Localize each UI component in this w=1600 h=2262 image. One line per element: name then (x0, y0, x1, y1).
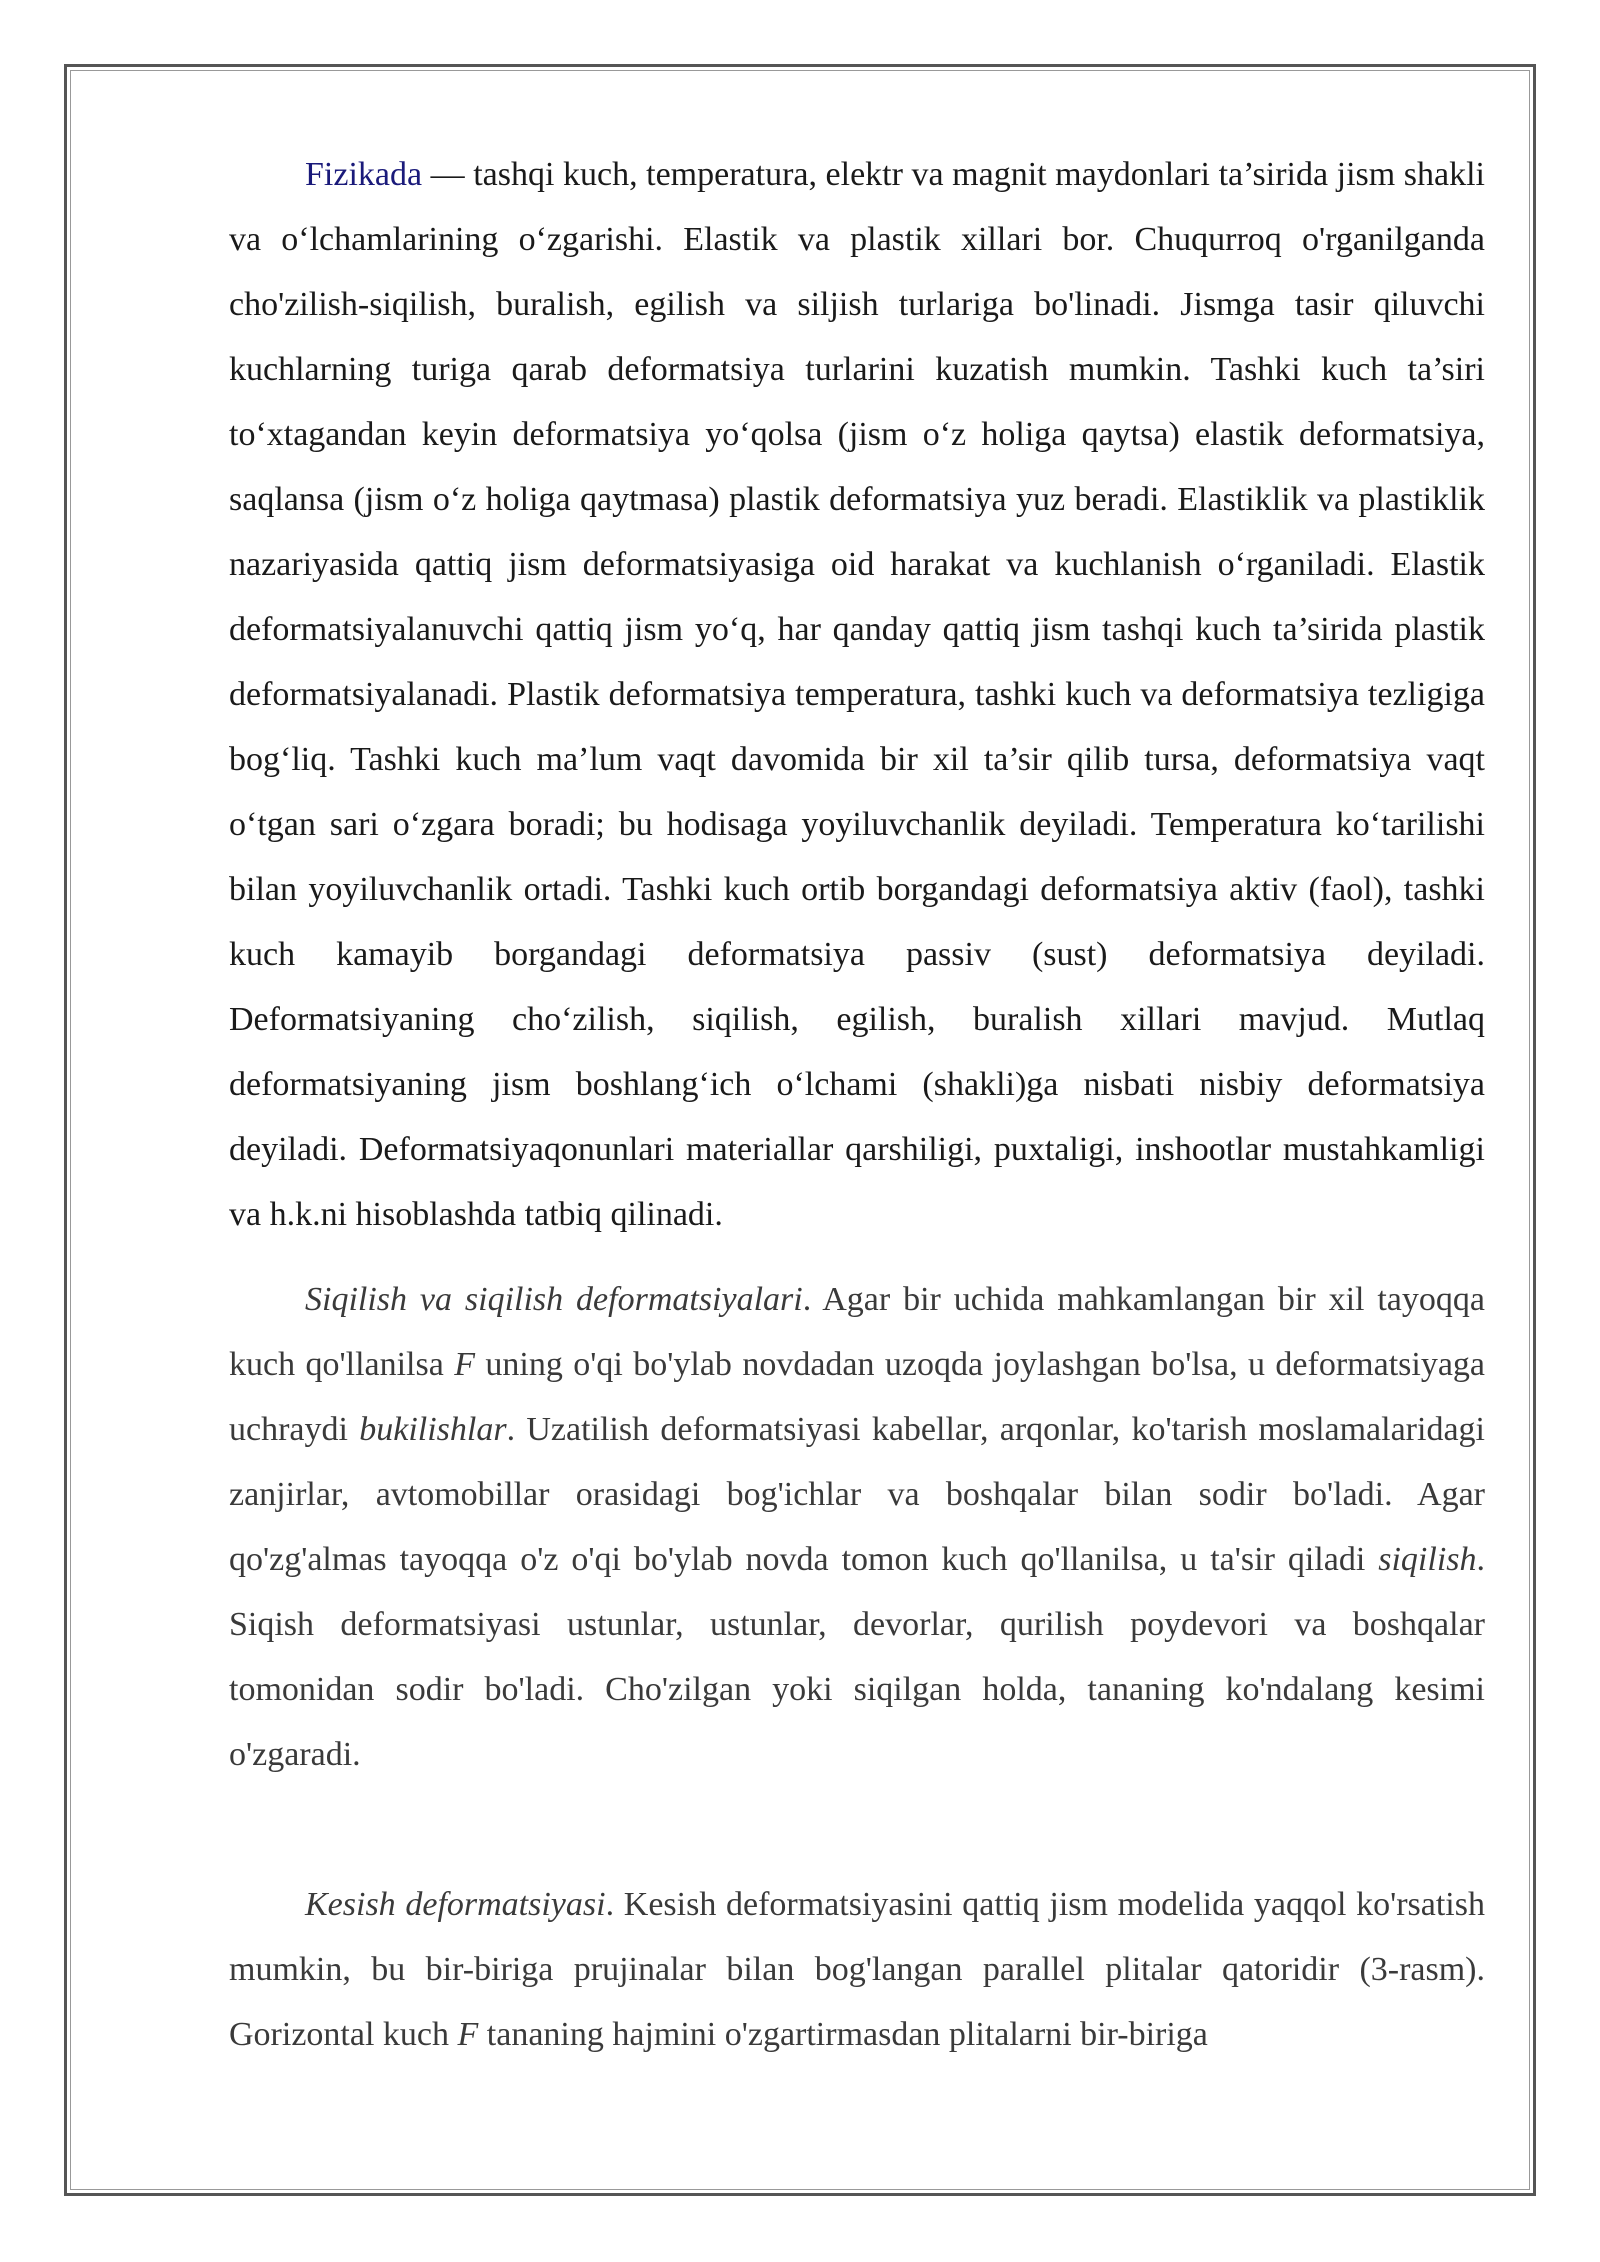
shear-heading: Kesish deformatsiyasi (305, 1886, 606, 1923)
compression-text-1: . Agar bir uchida mahkamlangan bir xil tayoqqa kuch qo'llanilsa (229, 1281, 1485, 1383)
paragraph-definition (229, 142, 1485, 1247)
fizikada-link[interactable]: Fizikada (305, 156, 423, 193)
siqilish-term: siqilish (1378, 1541, 1477, 1578)
force-symbol: F (454, 1346, 476, 1383)
shear-text-1: . Kesish deformatsiyasini qattiq jism modelida yaqqol ko'rsatish mumkin, bu bir-biriga prujinalar bilan bog'langan parallel plitalar qatoridir (3-rasm). Gorizontal kuch (229, 1886, 1485, 2053)
compression-text-2: uning o'qi bo'ylab novdadan uzoqda joylashgan bo'lsa, u deformatsiyaga uchraydi (229, 1346, 1485, 1448)
paragraph-compression (229, 1267, 1485, 1787)
paragraph-definition-text: — tashqi kuch, temperatura, elektr va magnit maydonlari ta’sirida jism shakli va o‘lchamlarining o‘zgarishi. Elastik va plastik xillari bor. Chuqurroq o'rganilganda cho'zilish-siqilish, buralish, egilish va siljish turlariga bo'linadi. Jismga tasir qiluvchi kuchlarning turiga qarab deformatsiya turlarini kuzatish mumkin. Tashki kuch ta’siri to‘xtagandan keyin deformatsiya yo‘qolsa (jism o‘z holiga qaytsa) elastik deformatsiya, saqlansa (jism o‘z holiga qaytmasa) plastik deformatsiya yuz beradi. Elastiklik va plastiklik nazariyasida qattiq jism deformatsiyasiga oid harakat va kuchlanish o‘rganiladi. Elastik deformatsiyalanuvchi qattiq jism yo‘q, har qanday qattiq jism tashqi kuch ta’sirida plastik deformatsiyalanadi. Plastik deformatsiya temperatura, tashki kuch va deformatsiya tezligiga bog‘liq. Tashki kuch ma’lum vaqt davomida bir xil ta’sir qilib tursa, deformatsiya vaqt o‘tgan sari o‘zgara boradi; bu hodisaga yoyiluvchanlik deyiladi. Temperatura ko‘tarilishi bilan yoyiluvchanlik ortadi. Tashki kuch ortib borgandagi deformatsiya aktiv (faol), tashki kuch kamayib borgandagi deformatsiya passiv (sust) deformatsiya deyiladi. Deformatsiyaning cho‘zilish, siqilish, egilish, buralish xillari mavjud. Mutlaq deformatsiyaning jism boshlang‘ich o‘lchami (shakli)ga nisbati nisbiy deformatsiya deyiladi. Deformatsiyaqonunlari materiallar qarshiligi, puxtaligi, inshootlar mustahkamligi va h.k.ni hisoblashda tatbiq qilinadi. (229, 156, 1485, 1233)
compression-heading: Siqilish va siqilish deformatsiyalari (305, 1281, 803, 1318)
bukilishlar-term: bukilishlar (359, 1411, 507, 1448)
force-symbol: F (457, 2016, 479, 2053)
document-body (229, 142, 1485, 2067)
paragraph-shear (229, 1872, 1485, 2067)
compression-text-4: . Siqish deformatsiyasi ustunlar, ustunlar, devorlar, qurilish poydevori va boshqalar tomonidan sodir bo'ladi. Cho'zilgan yoki siqilgan holda, tananing ko'ndalang kesimi o'zgaradi. (229, 1541, 1485, 1773)
shear-text-2: tananing hajmini o'zgartirmasdan plitalarni bir-biriga (478, 2016, 1208, 2053)
compression-text-3: . Uzatilish deformatsiyasi kabellar, arqonlar, ko'tarish moslamalaridagi zanjirlar, avtomobillar orasidagi bog'ichlar va boshqalar bilan sodir bo'ladi. Agar qo'zg'almas tayoqqa o'z o'qi bo'ylab novda tomon kuch qo'llanilsa, u ta'sir qiladi (229, 1411, 1485, 1578)
